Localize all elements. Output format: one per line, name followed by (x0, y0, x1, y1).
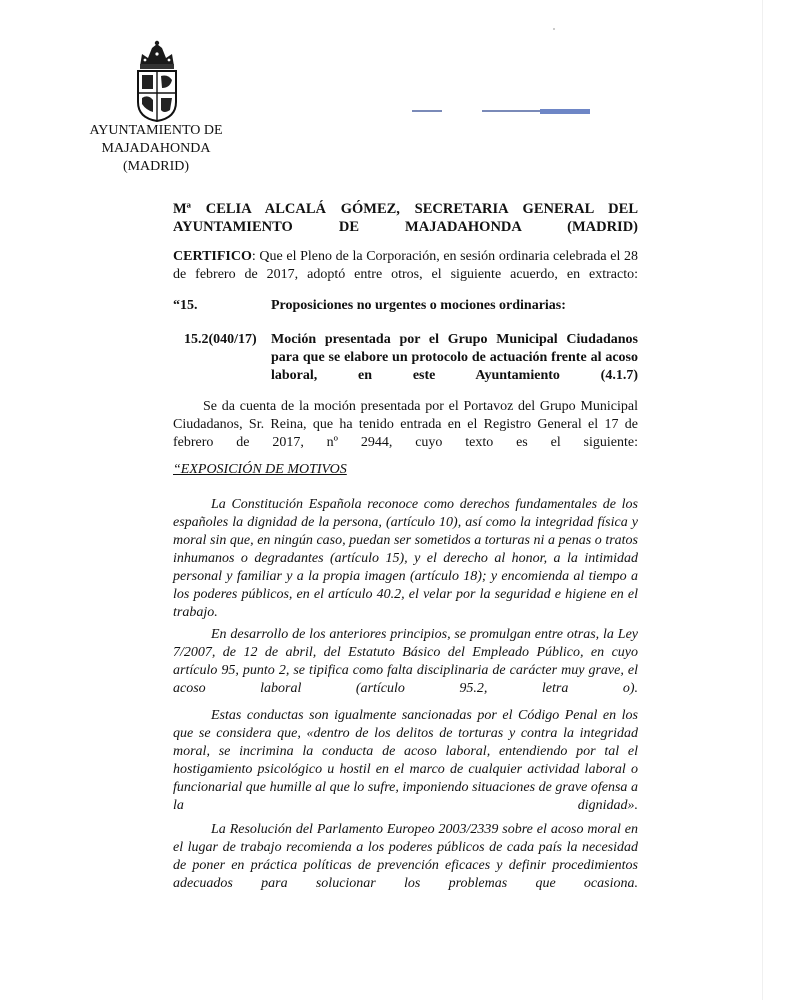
scan-edge (762, 0, 763, 1000)
organization-header (80, 122, 232, 176)
body-paragraph: La Constitución Española reconoce como derechos fundamentales de los españoles la dignidad de la persona, (artículo 10), así como la integridad física y moral sin que, en ningún caso, puedan ser sometidos a torturas ni a penas o tratos inhumanos o degradantes (artículo 15), y el derecho al honor, a la intimidad personal y familiar y a la propia imagen (artículo 18); y encomienda al tiempo a los poderes públicos, en el artículo 40.2, el velar por la seguridad e higiene en el trabajo. (173, 497, 638, 620)
document-title: Mª CELIA ALCALÁ GÓMEZ, SECRETARIA GENERAL DEL AYUNTAMIENTO DE MAJADAHONDA (MADRID) (173, 201, 638, 235)
body-paragraph: La Resolución del Parlamento Europeo 2003/2339 sobre el acoso moral en el lugar de trabajo recomienda a los poderes públicos de cada país la necesidad de poner en práctica políticas de prevención eficaces y definir procedimientos adecuados para solucionar los problemas que ocasiona. (173, 822, 638, 891)
section-title: Proposiciones no urgentes o mociones ordinarias: (271, 298, 566, 313)
org-name-line: MAJADAHONDA (101, 141, 211, 156)
section-heading (173, 297, 638, 315)
motion-number: 15.2(040/17) (184, 332, 257, 347)
stamp-mark (540, 109, 590, 114)
stamp-mark (412, 110, 442, 112)
org-region-line: (MADRID) (122, 159, 190, 174)
certifico-paragraph (173, 248, 638, 284)
section-number: “15. (173, 298, 198, 313)
scan-speck (553, 28, 555, 30)
certifico-label: CERTIFICO (173, 249, 252, 264)
body-paragraph: Estas conductas son igualmente sancionadas por el Código Penal en los que se considera que, «dentro de los delitos de torturas y contra la integridad moral, se incrimina la conducta de acoso laboral, entendiendo por tal el hostigamiento psicológico u hostil en el marco de cualquier actividad laboral o funcionarial que humille al que lo sufre, imponiendo situaciones de grave ofensa a la dignidad». (173, 708, 638, 813)
cuenta-paragraph: Se da cuenta de la moción presentada por el Portavoz del Grupo Municipal Ciudadanos, Sr. Reina, que ha tenido entrada en el Registro General el 17 de febrero de 2017, nº 2944, cuyo texto es el siguiente: (173, 399, 638, 450)
body-paragraph: En desarrollo de los anteriores principios, se promulgan entre otras, la Ley 7/2007, de 12 de abril, del Estatuto Básico del Empleado Público, en cuyo artículo 95, punto 2, se tipifica como falta disciplinaria de carácter muy grave, el acoso laboral (artículo 95.2, letra o). (173, 627, 638, 696)
certifico-text: : Que el Pleno de la Corporación, en sesión ordinaria celebrada el 28 de febrero de 2017, adoptó entre otros, el siguiente acuerdo, en extracto: (173, 249, 638, 282)
motion-title: Moción presentada por el Grupo Municipal Ciudadanos para que se elabore un protocolo de actuación frente al acoso laboral, en este Ayuntamiento (4.1.7) (271, 332, 638, 383)
coat-of-arms-logo (134, 40, 180, 122)
exposicion-heading: “EXPOSICIÓN DE MOTIVOS (173, 462, 347, 477)
org-name-line: AYUNTAMIENTO DE (89, 123, 223, 138)
motion-heading (184, 331, 638, 385)
